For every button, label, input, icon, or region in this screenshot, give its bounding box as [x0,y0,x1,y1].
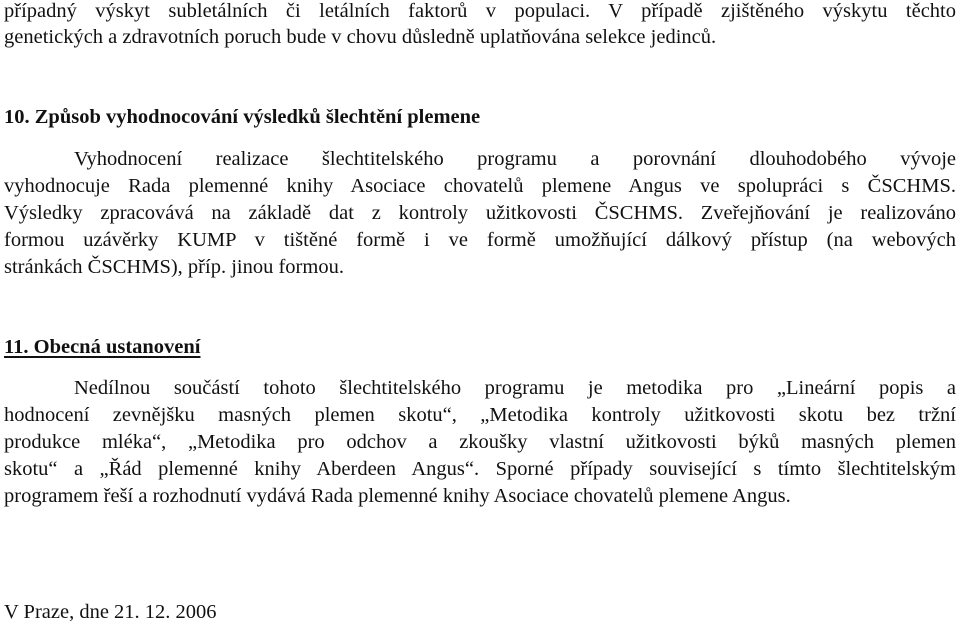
section-10-line-1: Vyhodnocení realizace šlechtitelského programu a porovnání dlouhodobého vývoje [74,148,956,170]
section-11-line-5: programem řeší a rozhodnutí vydává Rada plemenné knihy Asociace chovatelů plemene Angus. [4,485,791,507]
intro-line-2: genetických a zdravotních poruch bude v chovu důsledně uplatňována selekce jedinců. [4,26,717,48]
section-10-line-2: vyhodnocuje Rada plemenné knihy Asociace chovatelů plemene Angus ve spolupráci s ČSCHMS. [4,175,956,197]
section-11-line-4: skotu“ a „Řád plemenné knihy Aberdeen Angus“. Sporné případy související s tímto šlechtitelským [4,458,956,480]
section-11-heading-text: 11. Obecná ustanovení [4,336,201,358]
section-10-line-3: Výsledky zpracovává na základě dat z kontroly užitkovosti ČSCHMS. Zveřejňování je realizováno [4,202,956,224]
intro-line-1: případný výskyt subletálních či letálních faktorů v populaci. V případě zjištěného výskytu těchto [4,0,956,22]
section-10-line-5: stránkách ČSCHMS), příp. jinou formou. [4,256,344,278]
section-11-line-1: Nedílnou součástí tohoto šlechtitelského programu je metodika pro „Lineární popis a [74,377,956,399]
place-and-date: V Praze, dne 21. 12. 2006 [4,601,217,623]
section-11-heading [4,334,956,360]
section-10-heading: 10. Způsob vyhodnocování výsledků šlechtění plemene [4,106,481,128]
section-11-line-3: produkce mléka“, „Metodika pro odchov a zkoušky vlastní užitkovosti býků masných plemen [4,431,956,453]
section-10-line-4: formou uzávěrky KUMP v tištěné formě i ve formě umožňující dálkový přístup (na webových [4,229,956,251]
section-11-line-2: hodnocení zevnějšku masných plemen skotu“, „Metodika kontroly užitkovosti skotu bez tržní [4,404,956,426]
